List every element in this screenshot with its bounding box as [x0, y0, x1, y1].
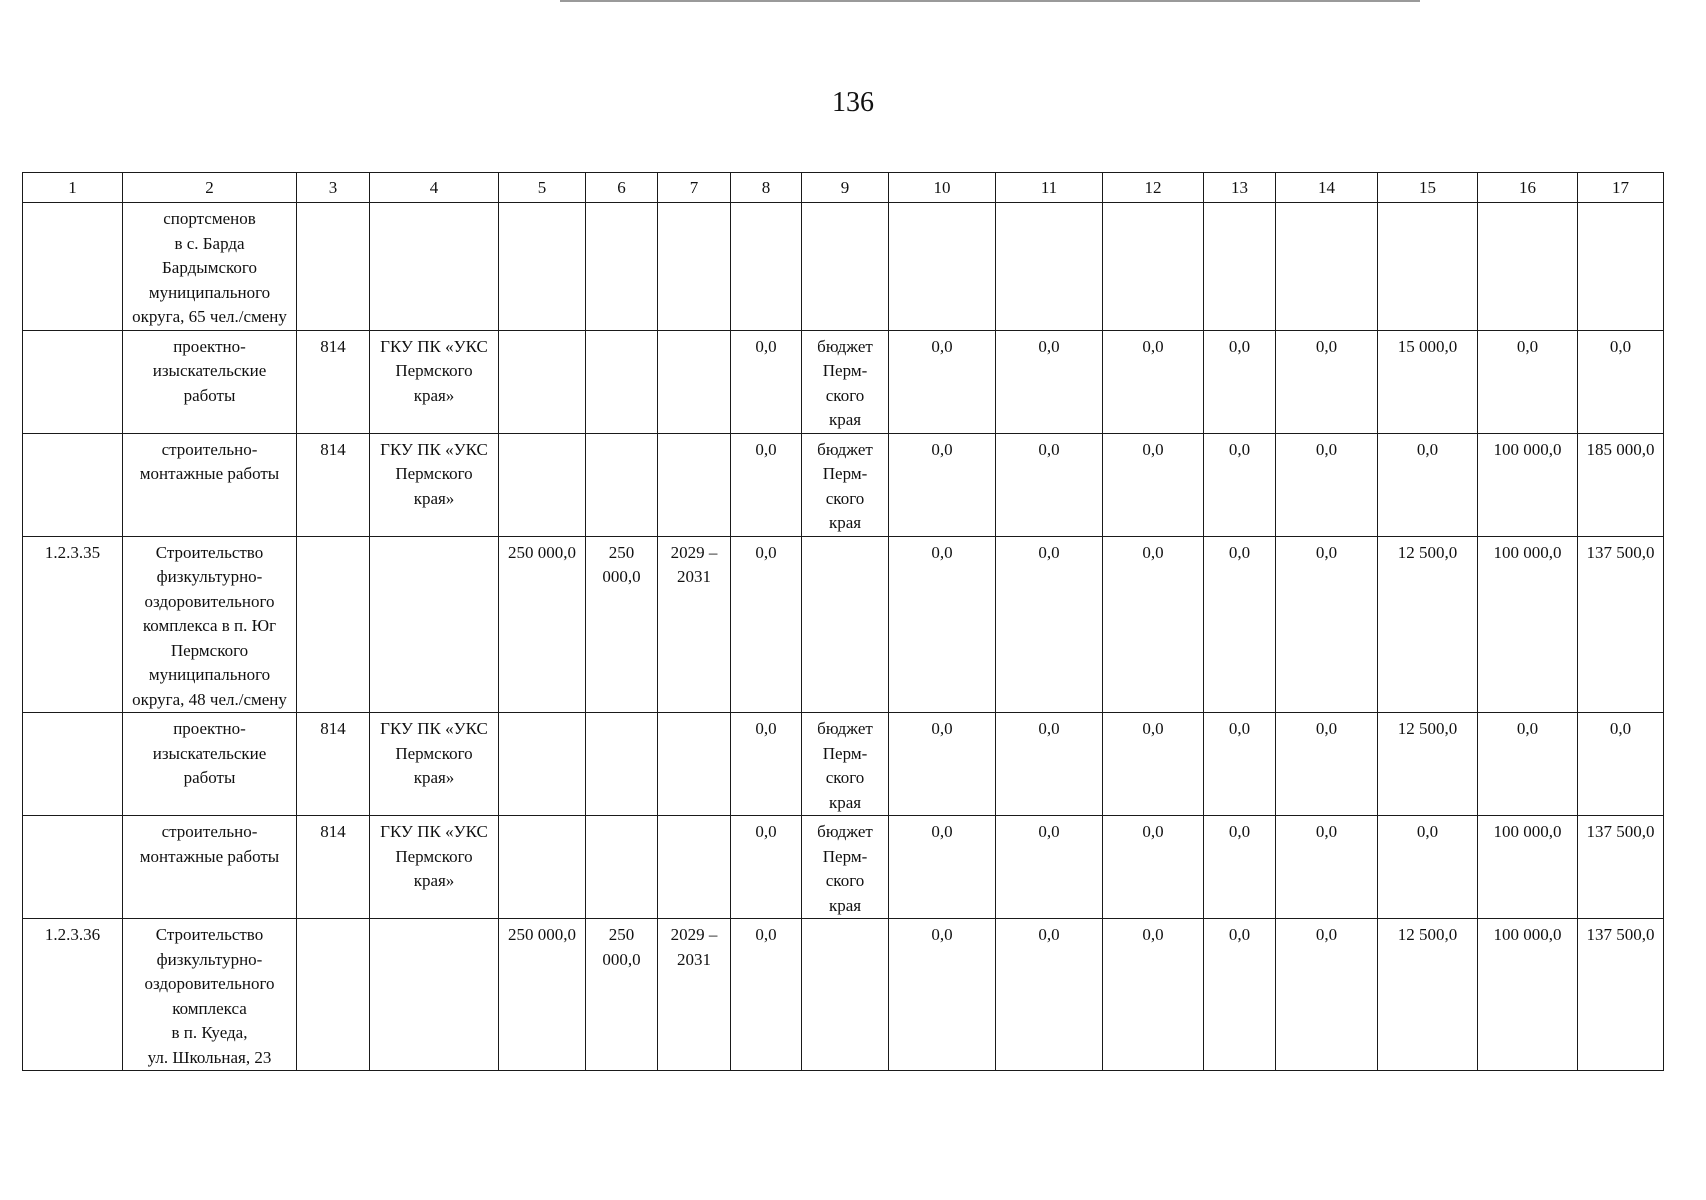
table-cell: [499, 203, 586, 331]
column-header: 14: [1276, 173, 1378, 203]
table-cell: 0,0: [1103, 713, 1204, 816]
column-header: 13: [1204, 173, 1276, 203]
table-cell: [370, 203, 499, 331]
table-cell: [1578, 203, 1664, 331]
column-header: 12: [1103, 173, 1204, 203]
table-cell: 0,0: [1276, 816, 1378, 919]
table-cell: 137 500,0: [1578, 816, 1664, 919]
table-cell: 137 500,0: [1578, 919, 1664, 1071]
table-row: [23, 919, 1664, 1071]
table-cell: 0,0: [1276, 713, 1378, 816]
table-cell: 0,0: [1578, 330, 1664, 433]
table-row: [23, 713, 1664, 816]
table-cell: строительно- монтажные работы: [123, 433, 297, 536]
table-cell: 0,0: [1103, 536, 1204, 713]
table-cell: 814: [297, 816, 370, 919]
table-cell: 0,0: [889, 433, 996, 536]
table-cell: 0,0: [731, 536, 802, 713]
column-header: 10: [889, 173, 996, 203]
table-cell: 2029 – 2031: [658, 919, 731, 1071]
table-cell: 0,0: [731, 713, 802, 816]
table-cell: ГКУ ПК «УКС Пермского края»: [370, 433, 499, 536]
column-header: 11: [996, 173, 1103, 203]
table-cell: 0,0: [1204, 536, 1276, 713]
column-header: 16: [1478, 173, 1578, 203]
table-cell: 0,0: [1276, 536, 1378, 713]
table-cell: 1.2.3.35: [23, 536, 123, 713]
column-header: 8: [731, 173, 802, 203]
table-cell: [658, 713, 731, 816]
table-cell: 0,0: [1103, 433, 1204, 536]
table-cell: бюджет Перм- ского края: [802, 433, 889, 536]
table-cell: 0,0: [1103, 330, 1204, 433]
table-cell: ГКУ ПК «УКС Пермского края»: [370, 816, 499, 919]
table-cell: [499, 433, 586, 536]
table-cell: 250 000,0: [586, 919, 658, 1071]
table-cell: [658, 330, 731, 433]
table-cell: [658, 816, 731, 919]
table-cell: 0,0: [1103, 816, 1204, 919]
table-cell: 12 500,0: [1378, 919, 1478, 1071]
table-cell: спортсменов в с. Барда Бардымского муниципального округа, 65 чел./смену: [123, 203, 297, 331]
table-cell: 1.2.3.36: [23, 919, 123, 1071]
table-cell: [802, 919, 889, 1071]
table-cell: Строительство физкультурно- оздоровительного комплекса в п. Куеда, ул. Школьная, 23: [123, 919, 297, 1071]
table-cell: 137 500,0: [1578, 536, 1664, 713]
table-cell: 250 000,0: [586, 536, 658, 713]
column-header: 1: [23, 173, 123, 203]
table-cell: 100 000,0: [1478, 816, 1578, 919]
table-cell: 0,0: [1204, 433, 1276, 536]
scan-edge-rule: [560, 0, 1420, 2]
table-cell: 0,0: [996, 330, 1103, 433]
table-cell: [297, 536, 370, 713]
table-cell: [586, 433, 658, 536]
table-cell: 0,0: [1276, 433, 1378, 536]
column-header: 7: [658, 173, 731, 203]
table-cell: 15 000,0: [1378, 330, 1478, 433]
table-cell: [586, 713, 658, 816]
table-cell: 12 500,0: [1378, 536, 1478, 713]
page-number: 136: [832, 87, 874, 118]
table-cell: [586, 330, 658, 433]
table-cell: [297, 919, 370, 1071]
column-header: 5: [499, 173, 586, 203]
table-cell: 0,0: [1378, 816, 1478, 919]
table-cell: 0,0: [1204, 330, 1276, 433]
budget-table: [22, 172, 1664, 1071]
table-cell: 0,0: [731, 330, 802, 433]
table-cell: проектно- изыскательские работы: [123, 713, 297, 816]
table-cell: бюджет Перм- ского края: [802, 816, 889, 919]
table-cell: [23, 816, 123, 919]
table-cell: 0,0: [1478, 713, 1578, 816]
table-cell: [23, 713, 123, 816]
table-cell: [889, 203, 996, 331]
table-cell: [499, 330, 586, 433]
table-cell: 0,0: [996, 713, 1103, 816]
table-cell: [1276, 203, 1378, 331]
table-cell: 0,0: [731, 433, 802, 536]
table-cell: 0,0: [1204, 816, 1276, 919]
table-cell: 0,0: [889, 816, 996, 919]
table-cell: бюджет Перм- ского края: [802, 330, 889, 433]
table-cell: 0,0: [1204, 713, 1276, 816]
table-cell: 0,0: [1276, 330, 1378, 433]
table-cell: [586, 816, 658, 919]
table-cell: [1478, 203, 1578, 331]
table-cell: [23, 203, 123, 331]
table-cell: [23, 330, 123, 433]
table-row: [23, 536, 1664, 713]
table-cell: 0,0: [889, 919, 996, 1071]
table-cell: [1378, 203, 1478, 331]
column-header: 3: [297, 173, 370, 203]
table-cell: [297, 203, 370, 331]
column-header: 15: [1378, 173, 1478, 203]
table-cell: 0,0: [889, 330, 996, 433]
column-number-header-row: [23, 173, 1664, 203]
table-cell: 0,0: [1578, 713, 1664, 816]
table-cell: [1103, 203, 1204, 331]
table-cell: 2029 – 2031: [658, 536, 731, 713]
table-row: [23, 203, 1664, 331]
table-cell: 0,0: [731, 816, 802, 919]
table-cell: 0,0: [1478, 330, 1578, 433]
table-cell: строительно- монтажные работы: [123, 816, 297, 919]
table-cell: [802, 536, 889, 713]
table-cell: [1204, 203, 1276, 331]
table-cell: 185 000,0: [1578, 433, 1664, 536]
table-cell: бюджет Перм- ского края: [802, 713, 889, 816]
table-cell: 250 000,0: [499, 919, 586, 1071]
table-cell: [802, 203, 889, 331]
column-header: 17: [1578, 173, 1664, 203]
table-cell: 0,0: [1204, 919, 1276, 1071]
table-cell: 250 000,0: [499, 536, 586, 713]
column-header: 6: [586, 173, 658, 203]
table-cell: [658, 433, 731, 536]
table-cell: 12 500,0: [1378, 713, 1478, 816]
table-cell: ГКУ ПК «УКС Пермского края»: [370, 330, 499, 433]
table-cell: 814: [297, 713, 370, 816]
table-cell: 0,0: [1276, 919, 1378, 1071]
table-cell: 0,0: [731, 919, 802, 1071]
table-row: [23, 433, 1664, 536]
table-cell: [370, 536, 499, 713]
table-cell: 0,0: [1103, 919, 1204, 1071]
table-cell: 0,0: [996, 816, 1103, 919]
table-cell: проектно- изыскательские работы: [123, 330, 297, 433]
table-cell: 0,0: [996, 536, 1103, 713]
column-header: 4: [370, 173, 499, 203]
table-cell: 0,0: [996, 919, 1103, 1071]
table-cell: [370, 919, 499, 1071]
table-cell: [499, 713, 586, 816]
table-cell: 100 000,0: [1478, 919, 1578, 1071]
column-header: 2: [123, 173, 297, 203]
table-cell: 814: [297, 433, 370, 536]
table-row: [23, 816, 1664, 919]
table-cell: 0,0: [889, 713, 996, 816]
table-cell: 814: [297, 330, 370, 433]
table-cell: 0,0: [996, 433, 1103, 536]
table-cell: 0,0: [1378, 433, 1478, 536]
column-header: 9: [802, 173, 889, 203]
table-cell: [996, 203, 1103, 331]
table-cell: [731, 203, 802, 331]
table-cell: 100 000,0: [1478, 433, 1578, 536]
table-row: [23, 330, 1664, 433]
table-cell: [586, 203, 658, 331]
table-cell: [658, 203, 731, 331]
table-cell: ГКУ ПК «УКС Пермского края»: [370, 713, 499, 816]
table-cell: [23, 433, 123, 536]
table-cell: [499, 816, 586, 919]
table-cell: 100 000,0: [1478, 536, 1578, 713]
table-cell: 0,0: [889, 536, 996, 713]
table-cell: Строительство физкультурно- оздоровительного комплекса в п. Юг Пермского муниципального округа, 48 чел./смену: [123, 536, 297, 713]
